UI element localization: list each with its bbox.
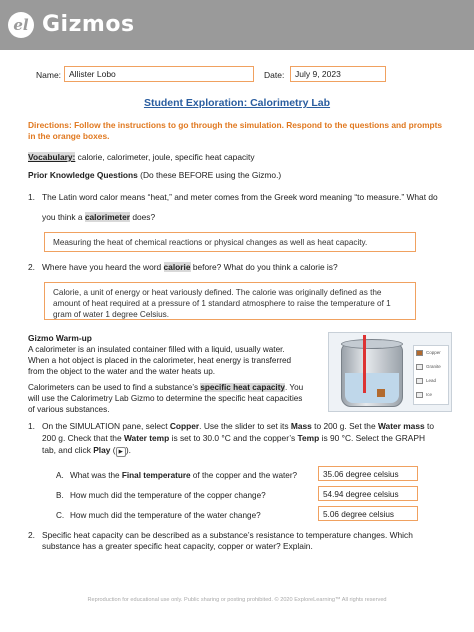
- question-1-line2: [42, 212, 155, 223]
- play-icon: ▶: [116, 447, 126, 457]
- step-1-line2: [42, 433, 448, 444]
- prior-knowledge-label: Prior Knowledge Questions: [28, 170, 138, 180]
- vocabulary-label: Vocabulary:: [28, 152, 76, 162]
- copyright-footer: Reproduction for educational use only. Public sharing or posting prohibited. © 2020 ExploreLearning™ All rights reserved: [87, 597, 387, 603]
- step-1-t4: to: [424, 421, 434, 431]
- vocabulary-terms: calorie, calorimeter, joule, specific heat capacity: [75, 152, 255, 162]
- substance-selector: [413, 345, 449, 405]
- step-1-water-temp: Water temp: [123, 433, 170, 443]
- subquestion-a-pre: What was the: [70, 471, 122, 480]
- question-2-number: 2.: [28, 262, 35, 272]
- term-calorie: calorie: [163, 262, 191, 272]
- step-1: [28, 421, 448, 461]
- lead-swatch-icon: [416, 378, 423, 384]
- copper-block: [377, 389, 385, 397]
- prior-knowledge-heading: [28, 170, 281, 181]
- substance-copper-label: Copper: [426, 350, 441, 355]
- calorimeter-lid: [341, 339, 403, 349]
- subquestion-a-post: of the copper and the water?: [190, 471, 298, 480]
- gizmos-logo-text: Gizmos: [42, 12, 135, 37]
- date-label: Date:: [264, 70, 285, 80]
- step-1-t3: to 200 g. Set the: [311, 421, 378, 431]
- subquestion-c: [56, 510, 316, 522]
- subquestion-b-text: How much did the temperature of the copper change?: [70, 491, 266, 500]
- step-1-play: Play: [93, 445, 111, 455]
- step-2: [28, 530, 448, 554]
- thermometer-icon: [363, 335, 366, 393]
- warmup-p2-post: . You will use the Calorimetry Lab Gizmo to determine the specific heat capacities of various substances.: [28, 383, 304, 415]
- warmup-p2-pre: Calorimeters can be used to find a substance’s: [28, 383, 201, 392]
- answer-field-b[interactable]: 54.94 degree celsius: [318, 486, 418, 501]
- question-2-post: before? What do you think a calorie is?: [190, 262, 338, 272]
- gizmos-header: [0, 0, 474, 50]
- subquestion-a-text: [70, 470, 330, 481]
- question-2-pre: Where have you heard the word: [42, 262, 164, 272]
- question-1-line1: The Latin word calor means “heat,” and meter comes from the Greek word meaning “to measure.” What do: [42, 192, 438, 202]
- step-2-number: 2.: [28, 530, 35, 540]
- term-specific-heat-capacity: specific heat capacity: [200, 383, 285, 392]
- answer-box-q1[interactable]: Measuring the heat of chemical reactions or physical changes as well as heat capacity.: [44, 232, 416, 252]
- subquestion-b: [56, 490, 316, 502]
- subquestion-a: [56, 470, 316, 482]
- step-1-l2c: is 90 °C. Select the GRAPH: [319, 433, 426, 443]
- step-1-line3: [42, 445, 131, 457]
- step-1-number: 1.: [28, 421, 35, 431]
- question-2-text: [42, 262, 338, 273]
- substance-granite-label: Granite: [426, 364, 441, 369]
- term-calorimeter: calorimeter: [84, 212, 130, 222]
- step-2-text: Specific heat capacity can be described as a substance’s resistance to temperature changes. Which substance has a greater specific heat capacity, copper or water? Explain.: [42, 530, 413, 552]
- step-1-l3c: ).: [125, 445, 131, 455]
- step-1-line1: [42, 421, 448, 432]
- step-1-l2a: 200 g. Check that the: [42, 433, 124, 443]
- answer-field-a[interactable]: 35.06 degree celsius: [318, 466, 418, 481]
- date-field[interactable]: July 9, 2023: [290, 66, 386, 82]
- subquestion-a-letter: A.: [56, 471, 64, 480]
- copper-swatch-icon: [416, 350, 423, 356]
- substance-ice-label: Ice: [426, 392, 433, 397]
- ice-swatch-icon: [416, 392, 423, 398]
- answer-box-q2[interactable]: Calorie, a unit of energy or heat variously defined. The calorie was originally defined as the amount of heat required at a pressure of 1 standard atmosphere to raise the temperature of 1 gram of water 1 degree Celsius.: [44, 282, 416, 320]
- name-label: Name:: [36, 70, 62, 80]
- step-1-t2: . Use the slider to set its: [199, 421, 291, 431]
- substance-lead: [414, 374, 448, 388]
- question-1-number: 1.: [28, 192, 35, 202]
- answer-field-c[interactable]: 5.06 degree celsius: [318, 506, 418, 521]
- substance-granite: [414, 360, 448, 374]
- directions-text: Directions: Follow the instructions to go through the simulation. Respond to the questions and prompts in the orange boxes.: [28, 120, 443, 142]
- subquestion-c-letter: C.: [56, 511, 65, 520]
- step-1-l3b: (: [110, 445, 116, 455]
- question-2: [28, 262, 448, 274]
- warmup-title: Gizmo Warm-up: [28, 333, 92, 343]
- granite-swatch-icon: [416, 364, 423, 370]
- warmup-paragraph-1: A calorimeter is an insulated container filled with a liquid, usually water. When a hot object is placed in the calorimeter, heat energy is transferred from the object to the water and the water heats up.: [28, 345, 292, 377]
- step-1-water-mass: Water mass: [377, 421, 425, 431]
- subquestion-a-bold: Final temperature: [121, 471, 191, 480]
- step-1-l3a: tab, and click: [42, 445, 94, 455]
- substance-lead-label: Lead: [426, 378, 437, 383]
- step-1-t1: On the SIMULATION pane, select: [42, 421, 170, 431]
- question-1-line2-post: does?: [130, 212, 156, 222]
- step-1-copper: Copper: [169, 421, 200, 431]
- vocabulary-line: [28, 152, 255, 163]
- calorimetry-simulation-image: [328, 332, 452, 412]
- question-1-line2-pre: you think a: [42, 212, 85, 222]
- page-title: Student Exploration: Calorimetry Lab: [143, 97, 331, 109]
- substance-copper: [414, 346, 448, 360]
- question-1: [28, 192, 448, 222]
- step-1-l2b: is set to 30.0 °C and the copper’s: [169, 433, 298, 443]
- subquestion-c-text: How much did the temperature of the water change?: [70, 511, 261, 520]
- step-1-mass: Mass: [290, 421, 312, 431]
- calorimeter-water: [345, 373, 399, 403]
- warmup-paragraph-2: [28, 382, 308, 415]
- prior-knowledge-note: (Do these BEFORE using the Gizmo.): [137, 170, 282, 180]
- gizmos-logo-icon: el: [8, 12, 34, 38]
- name-field[interactable]: Allister Lobo: [64, 66, 254, 82]
- step-1-temp: Temp: [297, 433, 320, 443]
- subquestion-b-letter: B.: [56, 491, 64, 500]
- substance-ice: [414, 388, 448, 402]
